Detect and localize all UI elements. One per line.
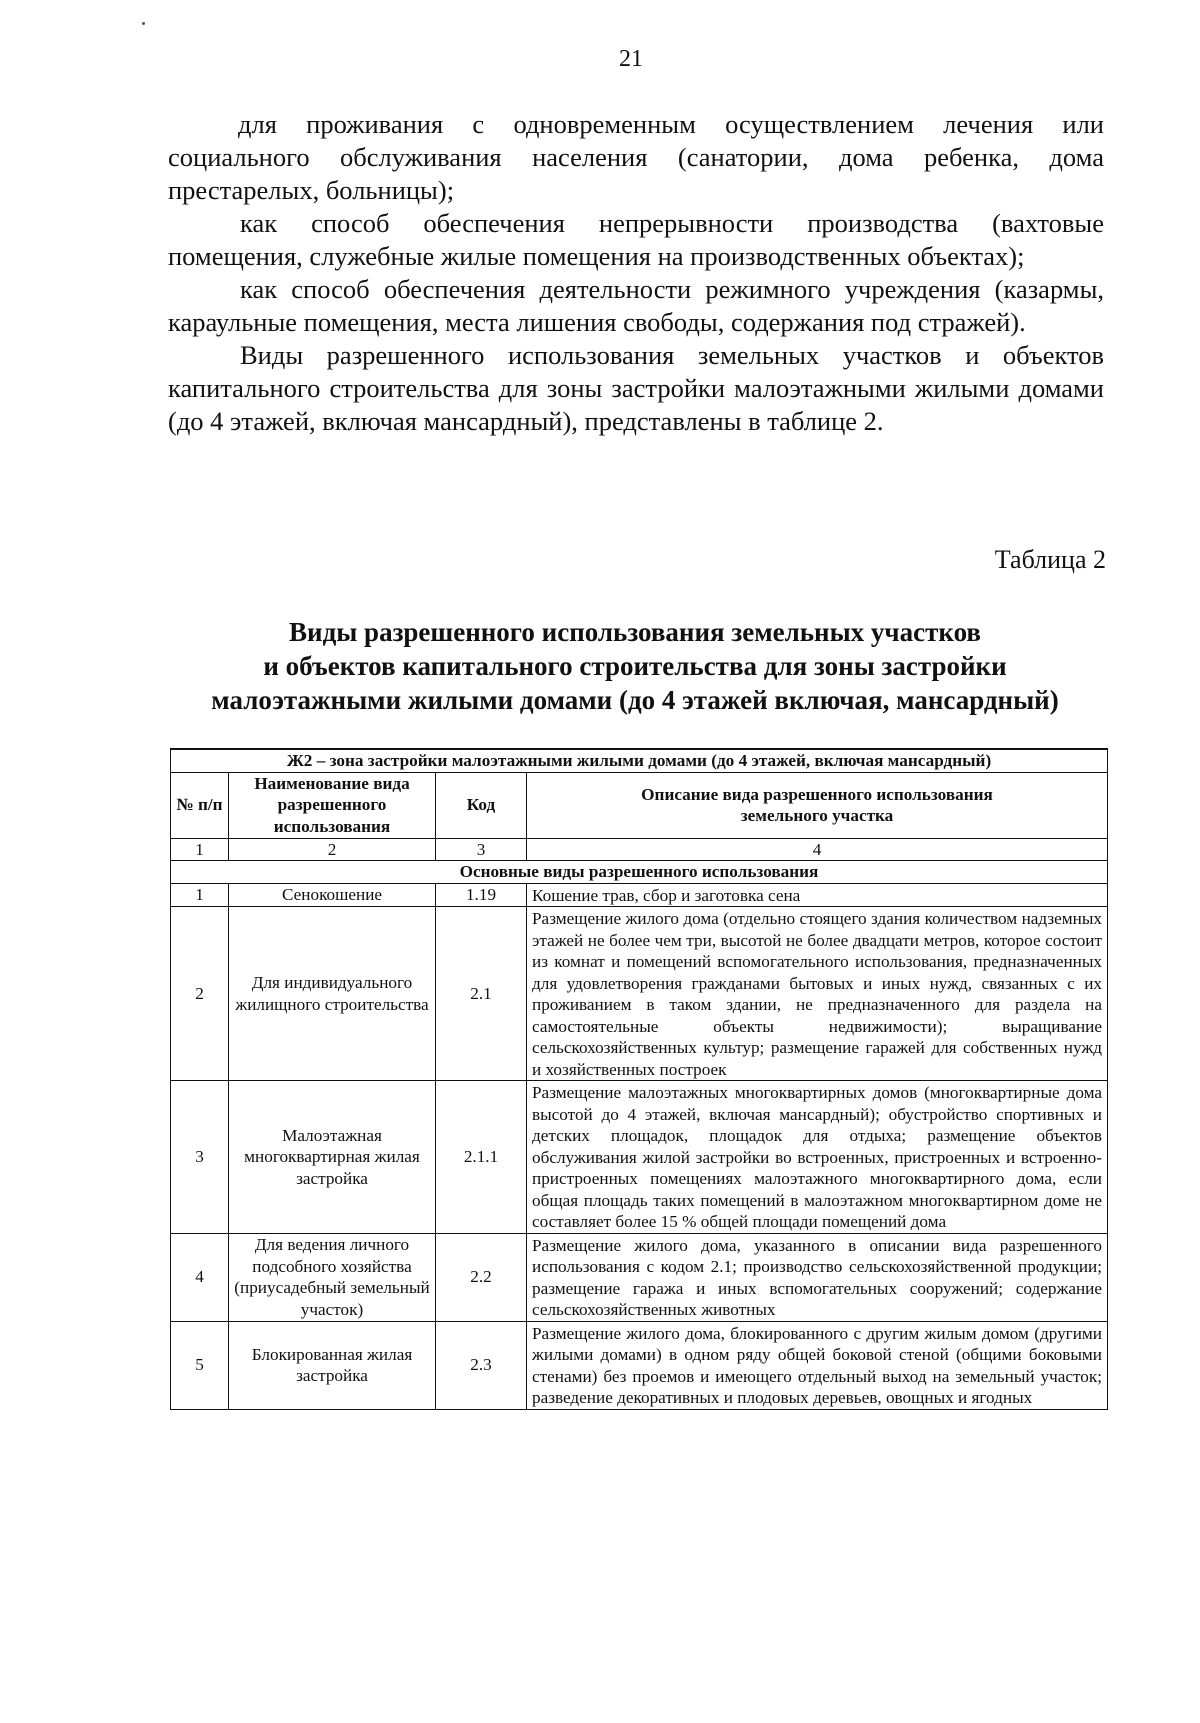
column-header-row bbox=[171, 772, 1108, 838]
land-use-table bbox=[170, 748, 1108, 1410]
table-row bbox=[171, 907, 1108, 1081]
column-number: 2 bbox=[229, 838, 436, 861]
row-code: 1.19 bbox=[436, 883, 527, 907]
row-desc: Размещение жилого дома (отдельно стоящего здания количеством надземных этажей не более чем три, высотой не более двадцати метров, которое состоит из комнат и помещений вспомогательного использования, предназначенных для удовлетворения гражданами бытовых и иных нужд, связанных с их проживанием в таком здании, не предназначенного для раздела на самостоятельные объекты недвижимости); выращивание сельскохозяйственных культур; размещение гаражей для собственных нужд и хозяйственных построек bbox=[527, 907, 1108, 1081]
table-title bbox=[160, 615, 1110, 717]
row-num: 5 bbox=[171, 1321, 229, 1409]
table-title-line: и объектов капитального строительства для зоны застройки bbox=[263, 651, 1007, 681]
row-num: 4 bbox=[171, 1233, 229, 1321]
row-desc: Размещение жилого дома, блокированного с другим жилым домом (другими жилыми домами) в одном ряду общей боковой стеной (общими боковыми стенами) без проемов и имеющего отдельный выход на земельный участок; разведение декоративных и плодовых деревьев, овощных и ягодных bbox=[527, 1321, 1108, 1409]
row-code: 2.1 bbox=[436, 907, 527, 1081]
body-paragraph: для проживания с одновременным осуществлением лечения или социального обслуживания населения (санатории, дома ребенка, дома престарелых, больницы); bbox=[168, 109, 1104, 205]
header-code: Код bbox=[436, 772, 527, 838]
row-desc: Размещение малоэтажных многоквартирных домов (многоквартирные дома высотой до 4 этажей, включая мансардный); обустройство спортивных и детских площадок, площадок для отдыха; размещение объектов обслуживания жилой застройки во встроенных, пристроенных и встроенно-пристроенных помещениях малоэтажного многоквартирного дома, если общая площадь таких помещений в малоэтажном многоквартирном доме не составляет более 15 % общей площади помещений дома bbox=[527, 1081, 1108, 1234]
row-code: 2.2 bbox=[436, 1233, 527, 1321]
table-row bbox=[171, 883, 1108, 907]
zone-header: Ж2 – зона застройки малоэтажными жилыми домами (до 4 этажей, включая мансардный) bbox=[171, 749, 1108, 772]
column-number: 1 bbox=[171, 838, 229, 861]
table-row bbox=[171, 1233, 1108, 1321]
column-number: 3 bbox=[436, 838, 527, 861]
row-code: 2.3 bbox=[436, 1321, 527, 1409]
row-code: 2.1.1 bbox=[436, 1081, 527, 1234]
page-number: 21 bbox=[619, 46, 643, 72]
body-text bbox=[168, 108, 1104, 438]
table-caption: Таблица 2 bbox=[994, 545, 1106, 574]
table-row bbox=[171, 1321, 1108, 1409]
column-number: 4 bbox=[527, 838, 1108, 861]
row-name: Для индивидуального жилищного строительства bbox=[229, 907, 436, 1081]
table-row bbox=[171, 1081, 1108, 1234]
section-label: Основные виды разрешенного использования bbox=[171, 861, 1108, 884]
zone-header-row bbox=[171, 749, 1108, 772]
row-num: 3 bbox=[171, 1081, 229, 1234]
body-paragraph: Виды разрешенного использования земельных участков и объектов капитального строительства для зоны застройки малоэтажными жилыми домами (до 4 этажей, включая мансардный), представлены в таблице 2. bbox=[168, 340, 1104, 436]
row-name: Блокированная жилая застройка bbox=[229, 1321, 436, 1409]
row-name: Сенокошение bbox=[229, 883, 436, 907]
header-num: № п/п bbox=[171, 772, 229, 838]
column-number-row bbox=[171, 838, 1108, 861]
row-num: 1 bbox=[171, 883, 229, 907]
body-paragraph: как способ обеспечения деятельности режимного учреждения (казармы, караульные помещения, места лишения свободы, содержания под стражей). bbox=[168, 274, 1104, 337]
header-name: Наименование вида разрешенного использования bbox=[229, 772, 436, 838]
body-paragraph: как способ обеспечения непрерывности производства (вахтовые помещения, служебные жилые помещения на производственных объектах); bbox=[168, 208, 1104, 271]
row-desc: Размещение жилого дома, указанного в описании вида разрешенного использования с кодом 2.1; производство сельскохозяйственной продукции; размещение гаража и иных вспомогательных сооружений; содержание сельскохозяйственных животных bbox=[527, 1233, 1108, 1321]
section-row bbox=[171, 861, 1108, 884]
scan-speck bbox=[142, 22, 145, 25]
header-desc: Описание вида разрешенного использования земельного участка bbox=[527, 772, 1108, 838]
table-title-line: малоэтажными жилыми домами (до 4 этажей включая, мансардный) bbox=[211, 685, 1059, 715]
row-name: Малоэтажная многоквартирная жилая застройка bbox=[229, 1081, 436, 1234]
table-title-line: Виды разрешенного использования земельных участков bbox=[289, 617, 981, 647]
row-name: Для ведения личного подсобного хозяйства (приусадебный земельный участок) bbox=[229, 1233, 436, 1321]
row-desc: Кошение трав, сбор и заготовка сена bbox=[527, 883, 1108, 907]
row-num: 2 bbox=[171, 907, 229, 1081]
